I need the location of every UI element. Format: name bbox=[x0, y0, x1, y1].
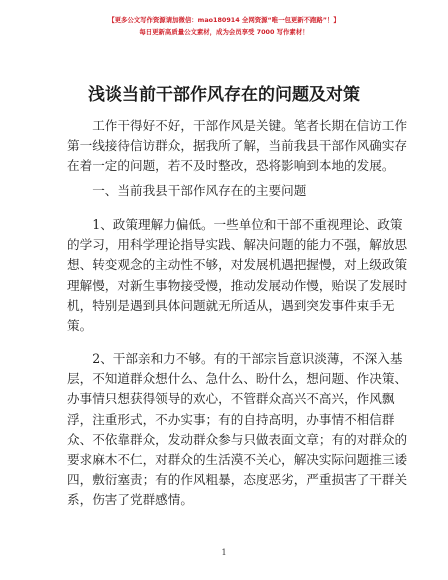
text-line: 机，特别是遇到具体问题就无所适从，遇到突发事件束手无 bbox=[67, 297, 395, 313]
text-line: 四，敷衍塞责；有的作风粗暴，态度恶劣，严重损害了干群关 bbox=[67, 472, 408, 488]
text-line: 理解慢，对新生事物接受慢，推动发展动作慢，贻误了发展时 bbox=[67, 277, 408, 293]
text-line: 的学习，用科学理论指导实践、解决问题的能力不强，解放思 bbox=[67, 237, 408, 253]
text-line: 层，不知道群众想什么、急什么、盼什么，想问题、作决策、 bbox=[67, 371, 408, 387]
item-2-paragraph bbox=[67, 349, 408, 511]
text-line: 工作干得好不好，干部作风是关键。笔者长期在信访工作 bbox=[92, 118, 408, 133]
text-line: 要求麻木不仁，对群众的生活漠不关心，解决实际问题推三诿 bbox=[67, 451, 408, 467]
text-line: 系，伤害了党群感情。 bbox=[67, 492, 193, 508]
text-line: 众、不依靠群众，发动群众参与只做表面文章；有的对群众的 bbox=[67, 431, 408, 447]
text-line: 1、政策理解力偏低。一些单位和干部不重视理论、政策 bbox=[92, 217, 403, 232]
text-line: 想、转变观念的主动性不够，对发展机遇把握慢，对上级政策 bbox=[67, 257, 408, 273]
promo-banner bbox=[40, 14, 408, 38]
page-number: 1 bbox=[221, 548, 227, 557]
text-line: 浮，注重形式，不办实事；有的自持高明，办事情不相信群 bbox=[67, 411, 395, 427]
item-1-paragraph bbox=[67, 215, 408, 336]
promo-banner-line-1: 【更多公文写作资源请加微信：mao180914 全网资源“唯一包更新不跑路”！】 bbox=[108, 16, 340, 24]
intro-paragraph bbox=[67, 116, 408, 177]
text-line: 第一线接待信访群众，据我所了解，当前我县干部作风确实存 bbox=[67, 138, 408, 154]
promo-banner-line-2: 每日更新高质量公文素材，成为会员享受 7000 写作素材！ bbox=[139, 28, 309, 36]
text-line: 办事情只想获得领导的欢心，不管群众高兴不高兴，作风飘 bbox=[67, 391, 395, 407]
document-title: 浅谈当前干部作风存在的问题及对策 bbox=[88, 85, 360, 105]
text-line: 策。 bbox=[67, 317, 93, 333]
section-heading bbox=[67, 181, 369, 201]
section-heading-text: 一、当前我县干部作风存在的主要问题 bbox=[92, 183, 307, 198]
text-line: 在着一定的问题，若不及时整改，恐将影响到本地的发展。 bbox=[67, 158, 395, 174]
text-line: 2、干部亲和力不够。有的干部宗旨意识淡薄，不深入基 bbox=[92, 351, 403, 366]
